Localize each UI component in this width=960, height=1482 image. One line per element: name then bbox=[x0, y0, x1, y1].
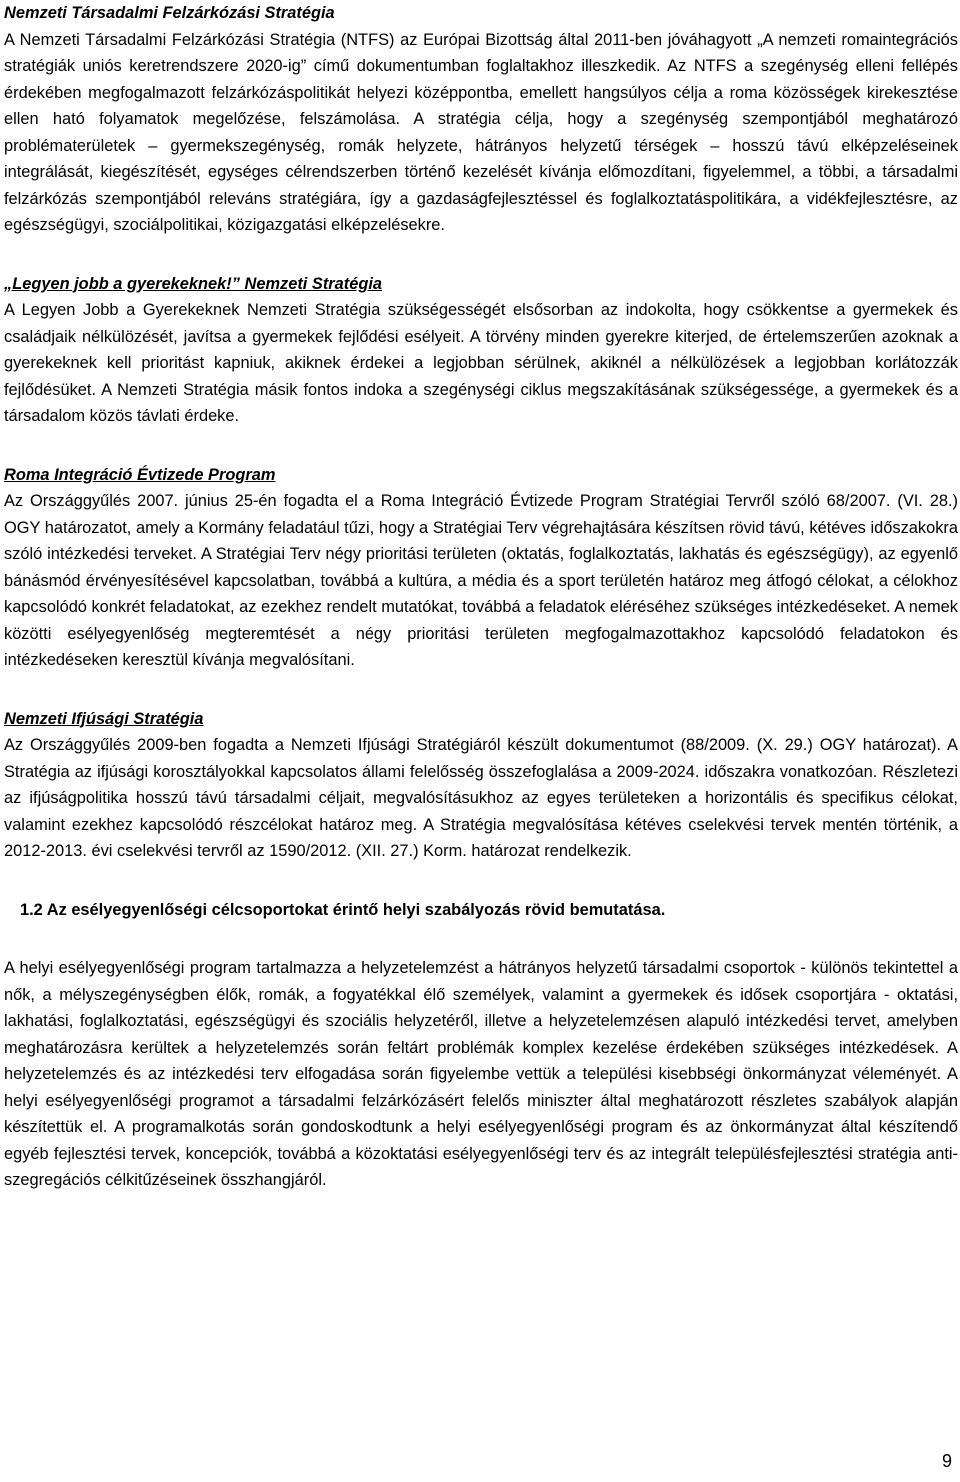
heading-ntfs: Nemzeti Társadalmi Felzárkózási Stratégia bbox=[4, 4, 335, 22]
spacer bbox=[4, 239, 958, 271]
subsection-title-1-2: 1.2 Az esélyegyenlőségi célcsoportokat érintő helyi szabályozás rövid bemutatása. bbox=[20, 900, 666, 919]
paragraph-1-2: A helyi esélyegyenlőségi program tartalmazza a helyzetelemzést a hátrányos helyzetű társadalmi csoportok - különös tekintettel a nők, a mélyszegénységben élők, romák, a fogyatékkal élő személyek, valamint a gyermekek és idősek csoportjára - oktatási, lakhatási, foglalkoztatási, egészségügyi és szociális helyzetéről, illetve a helyzetelemzésen alapuló intézkedési tervet, amelyben meghatározásra kerültek a helyzetelemzés során feltárt problémák komplex kezelése érdekében szükséges intézkedések. A helyzetelemzés és az intézkedési terv elfogadása során figyelembe vettük a települési kisebbségi önkormányzat véleményét. A helyi esélyegyenlőségi programot a társadalmi felzárkózásért felelős miniszter által meghatározott részletes szabályok alapján készítettük el. A programalkotás során gondoskodtunk a helyi esélyegyenlőségi program és az önkormányzat által készítendő egyéb fejlesztési tervek, koncepciók, továbbá a közoktatási esélyegyenlőségi terv és az integrált településfejlesztési stratégia anti-szegregációs célkitűzéseinek összhangjáról. bbox=[4, 959, 958, 1189]
heading-legyen-jobb-rest: Nemzeti Stratégia bbox=[239, 274, 383, 293]
heading-legyen-jobb bbox=[4, 271, 958, 298]
heading-ifjusagi: Nemzeti Ifjúsági Stratégia bbox=[4, 709, 204, 728]
paragraph-legyen-jobb: A Legyen Jobb a Gyerekeknek Nemzeti Stratégia szükségességét elsősorban az indokolta, hogy csökkentse a gyermekek és családjaik nélkülözését, javítsa a gyermekek fejlődési esélyeit. A törvény minden gyerekre kiterjed, de értelemszerűen azoknak a gyerekeknek kell prioritást kapniuk, akiknek érdekei a legjobban sérülnek, akiknél a nélkülözések a legjobban korlátozzák fejlődésüket. A Nemzeti Stratégia másik fontos indoka a szegénységi ciklus megszakításának szükségessége, a gyermekek és a társadalom közös távlati érdeke. bbox=[4, 301, 958, 425]
paragraph-ifjusagi: Az Országgyűlés 2009-ben fogadta a Nemzeti Ifjúsági Stratégiáról készült dokumentumot (88/2009. (X. 29.) OGY határozat). A Stratégia az ifjúsági korosztályokkal kapcsolatos állami felelősség összefoglalása a 2009-2024. időszakra vonatkozóan. Részletezi az ifjúságpolitika hosszú távú társadalmi céljait, megvalósításukhoz az egyes területeken a horizontális és specifikus célokat, valamint ezekhez kapcsolódó részcélokat határoz meg. A Stratégia megvalósítása kétéves cselekvési tervek mentén történik, a 2012-2013. évi cselekvési tervről az 1590/2012. (XII. 27.) Korm. határozat rendelkezik. bbox=[4, 736, 958, 860]
spacer bbox=[4, 430, 958, 462]
spacer bbox=[4, 923, 958, 955]
heading-roma-evtized: Roma Integráció Évtizede Program bbox=[4, 465, 276, 484]
document-body bbox=[4, 0, 958, 1194]
spacer bbox=[4, 674, 958, 706]
heading-legyen-jobb-italic: „Legyen jobb a gyerekeknek!” bbox=[4, 274, 240, 293]
paragraph-roma-evtized: Az Országgyűlés 2007. június 25-én fogadta el a Roma Integráció Évtizede Program Stratégiai Tervről szóló 68/2007. (VI. 28.) OGY határozatot, amely a Kormány feladatául tűzi, hogy a Stratégiai Terv végrehajtására készítsen rövid távú, kétéves időszakokra szóló intézkedési terveket. A Stratégiai Terv négy prioritási területen (oktatás, foglalkoztatás, lakhatás és egészségügy), az egyenlő bánásmód érvényesítésével kapcsolatban, továbbá a kultúra, a média és a sport területén határoz meg átfogó célokat, a célokhoz kapcsolódó konkrét feladatokat, az ezekhez rendelt mutatókat, továbbá a feladatok eléréséhez szükséges intézkedéseket. A nemek közötti esélyegyenlőség megteremtését a négy prioritási területen megfogalmazottakhoz kapcsolódó feladatokon és intézkedéseken keresztül kívánja megvalósítani. bbox=[4, 492, 958, 669]
paragraph-ntfs: A Nemzeti Társadalmi Felzárkózási Stratégia (NTFS) az Európai Bizottság által 2011-ben jóváhagyott „A nemzeti romaintegrációs stratégiák uniós keretrendszere 2020-ig” című dokumentumban foglaltakhoz illeszkedik. Az NTFS a szegénység elleni fellépés érdekében megfogalmazott felzárkózáspolitikát helyezi középpontba, emellett hangsúlyos célja a roma közösségek kirekesztése ellen ható folyamatok megelőzése, felszámolása. A stratégia célja, hogy a szegénység szempontjából meghatározó problématerületek – gyermekszegénység, romák helyzete, hátrányos helyzetű térségek – hosszú távú elképzeléseinek integrálását, kiegészítését, egységes célrendszerben történő kezelését kívánja előmozdítani, figyelemmel, a többi, a társadalmi felzárkózás szempontjából releváns stratégiára, így a gazdaságfejlesztéssel és foglalkoztatáspolitikára, a vidékfejlesztésre, az egészségügyi, szociálpolitikai, közigazgatási elképzelésekre. bbox=[4, 30, 958, 234]
spacer bbox=[4, 865, 958, 897]
page-number: 9 bbox=[941, 1451, 952, 1471]
